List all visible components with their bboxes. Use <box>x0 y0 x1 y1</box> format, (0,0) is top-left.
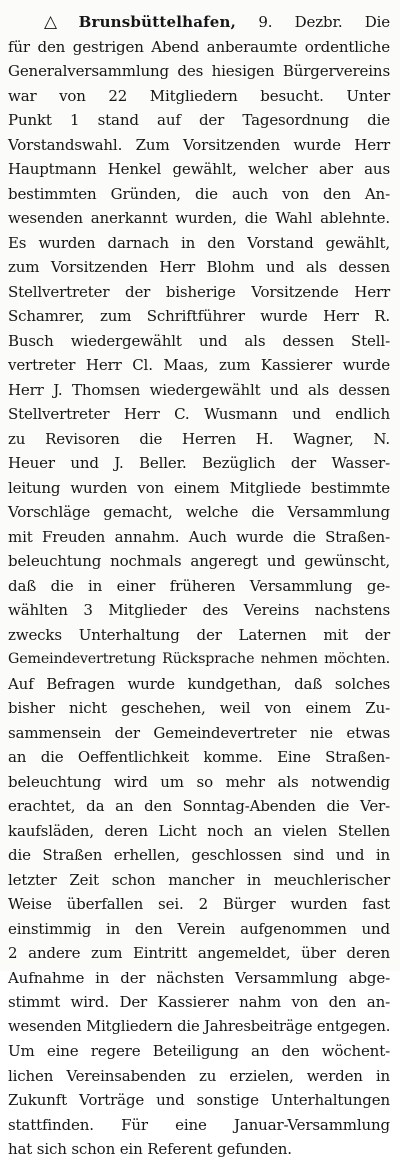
article-line: Stellvertreter der bisherige Vorsitzende Herr <box>8 282 390 301</box>
article-line: Zukunft Vorträge und sonstige Unterhaltungen <box>8 1091 390 1109</box>
article-line: für den gestrigen Abend anberaumte ordentliche <box>8 37 390 56</box>
article-line: leitung wurden von einem Mitgliede bestimmte <box>8 478 390 497</box>
article-line: die Straßen erhellen, geschlossen sind und in <box>8 846 390 864</box>
article-body <box>8 10 390 1162</box>
article-line: einstimmig in den Verein aufgenommen und <box>8 919 390 938</box>
article-line: zwecks Unterhaltung der Laternen mit der <box>8 625 390 644</box>
article-line: sammensein der Gemeindevertreter nie etwas <box>8 723 390 742</box>
article-line: Stellvertreter Herr C. Wusmann und endlich <box>8 405 390 423</box>
article-line: bisher nicht geschehen, weil von einem Zu- <box>8 699 390 717</box>
article-line: mit Freuden annahm. Auch wurde die Straßen- <box>8 527 390 546</box>
article-line: Aufnahme in der nächsten Versammlung abge- <box>8 968 390 987</box>
article-line: Heuer und J. Beller. Bezüglich der Wasser- <box>8 454 390 472</box>
article-line: wesenden Mitgliedern die Jahresbeiträge entgegen. <box>8 1017 391 1035</box>
article-line: wählten 3 Mitglieder des Vereins nachstens <box>8 601 390 619</box>
article-line: Es wurden darnach in den Vorstand gewählt, <box>8 233 390 252</box>
article-line: letzter Zeit schon mancher in meuchlerischer <box>8 870 390 889</box>
article-line: beleuchtung nochmals angeregt und gewünscht, <box>8 552 390 570</box>
article-lead-rest: Die <box>364 13 390 31</box>
article-line: zu Revisoren die Herren H. Wagner, N. <box>8 429 390 448</box>
article-line: Herr J. Thomsen wiedergewählt und als dessen <box>8 380 390 399</box>
article-line: Busch wiedergewählt und als dessen Stell- <box>8 331 390 350</box>
article-line: Vorschläge gemacht, welche die Versammlung <box>8 503 390 521</box>
article-line: wesenden anerkannt wurden, die Wahl ablehnte. <box>8 209 390 227</box>
article-line: stattfinden. Für eine Januar-Versammlung <box>8 1115 390 1134</box>
article-line: bestimmten Gründen, die auch von den An- <box>8 184 390 203</box>
article-line: beleuchtung wird um so mehr als notwendig <box>8 772 390 791</box>
article-line: Schamrer, zum Schriftführer wurde Herr R. <box>8 307 390 325</box>
article-line: Hauptmann Henkel gewählt, welcher aber aus <box>8 160 390 178</box>
article-line: Punkt 1 stand auf der Tagesordnung die <box>8 111 390 129</box>
article-line: daß die in einer früheren Versammlung ge- <box>8 576 390 595</box>
article-line: erachtet, da an den Sonntag-Abenden die Ver- <box>8 797 390 815</box>
article-line: hat sich schon ein Referent gefunden. <box>8 1140 292 1158</box>
article-line: kaufsläden, deren Licht noch an vielen Stellen <box>8 821 390 840</box>
triangle-marker-icon: △ <box>44 12 75 32</box>
article-line: Vorstandswahl. Zum Vorsitzenden wurde Herr <box>8 135 390 154</box>
article-line: Auf Befragen wurde kundgethan, daß solches <box>8 674 390 693</box>
article-line: Um eine regere Beteiligung an den wöchent- <box>8 1042 390 1060</box>
article-line: Gemeindevertretung Rücksprache nehmen möchten. <box>8 651 390 667</box>
article-line: an die Oeffentlichkeit komme. Eine Straßen- <box>8 748 390 766</box>
article-line: zum Vorsitzenden Herr Blohm und als dessen <box>8 258 390 276</box>
article-line: war von 22 Mitgliedern besucht. Unter <box>8 86 390 105</box>
article-first-line <box>8 10 390 35</box>
article-line: stimmt wird. Der Kassierer nahm von den an- <box>8 993 390 1011</box>
article-line: vertreter Herr Cl. Maas, zum Kassierer wurde <box>8 356 390 374</box>
article-line: 2 andere zum Eintritt angemeldet, über deren <box>8 944 390 962</box>
article-line: lichen Vereinsabenden zu erzielen, werden in <box>8 1066 390 1085</box>
article-line: Generalversammlung des hiesigen Bürgervereins <box>8 62 390 80</box>
article-line: Weise überfallen sei. 2 Bürger wurden fast <box>8 895 390 913</box>
article-place: Brunsbüttelhafen, <box>78 13 237 31</box>
article-date: 9. Dezbr. <box>258 13 343 31</box>
